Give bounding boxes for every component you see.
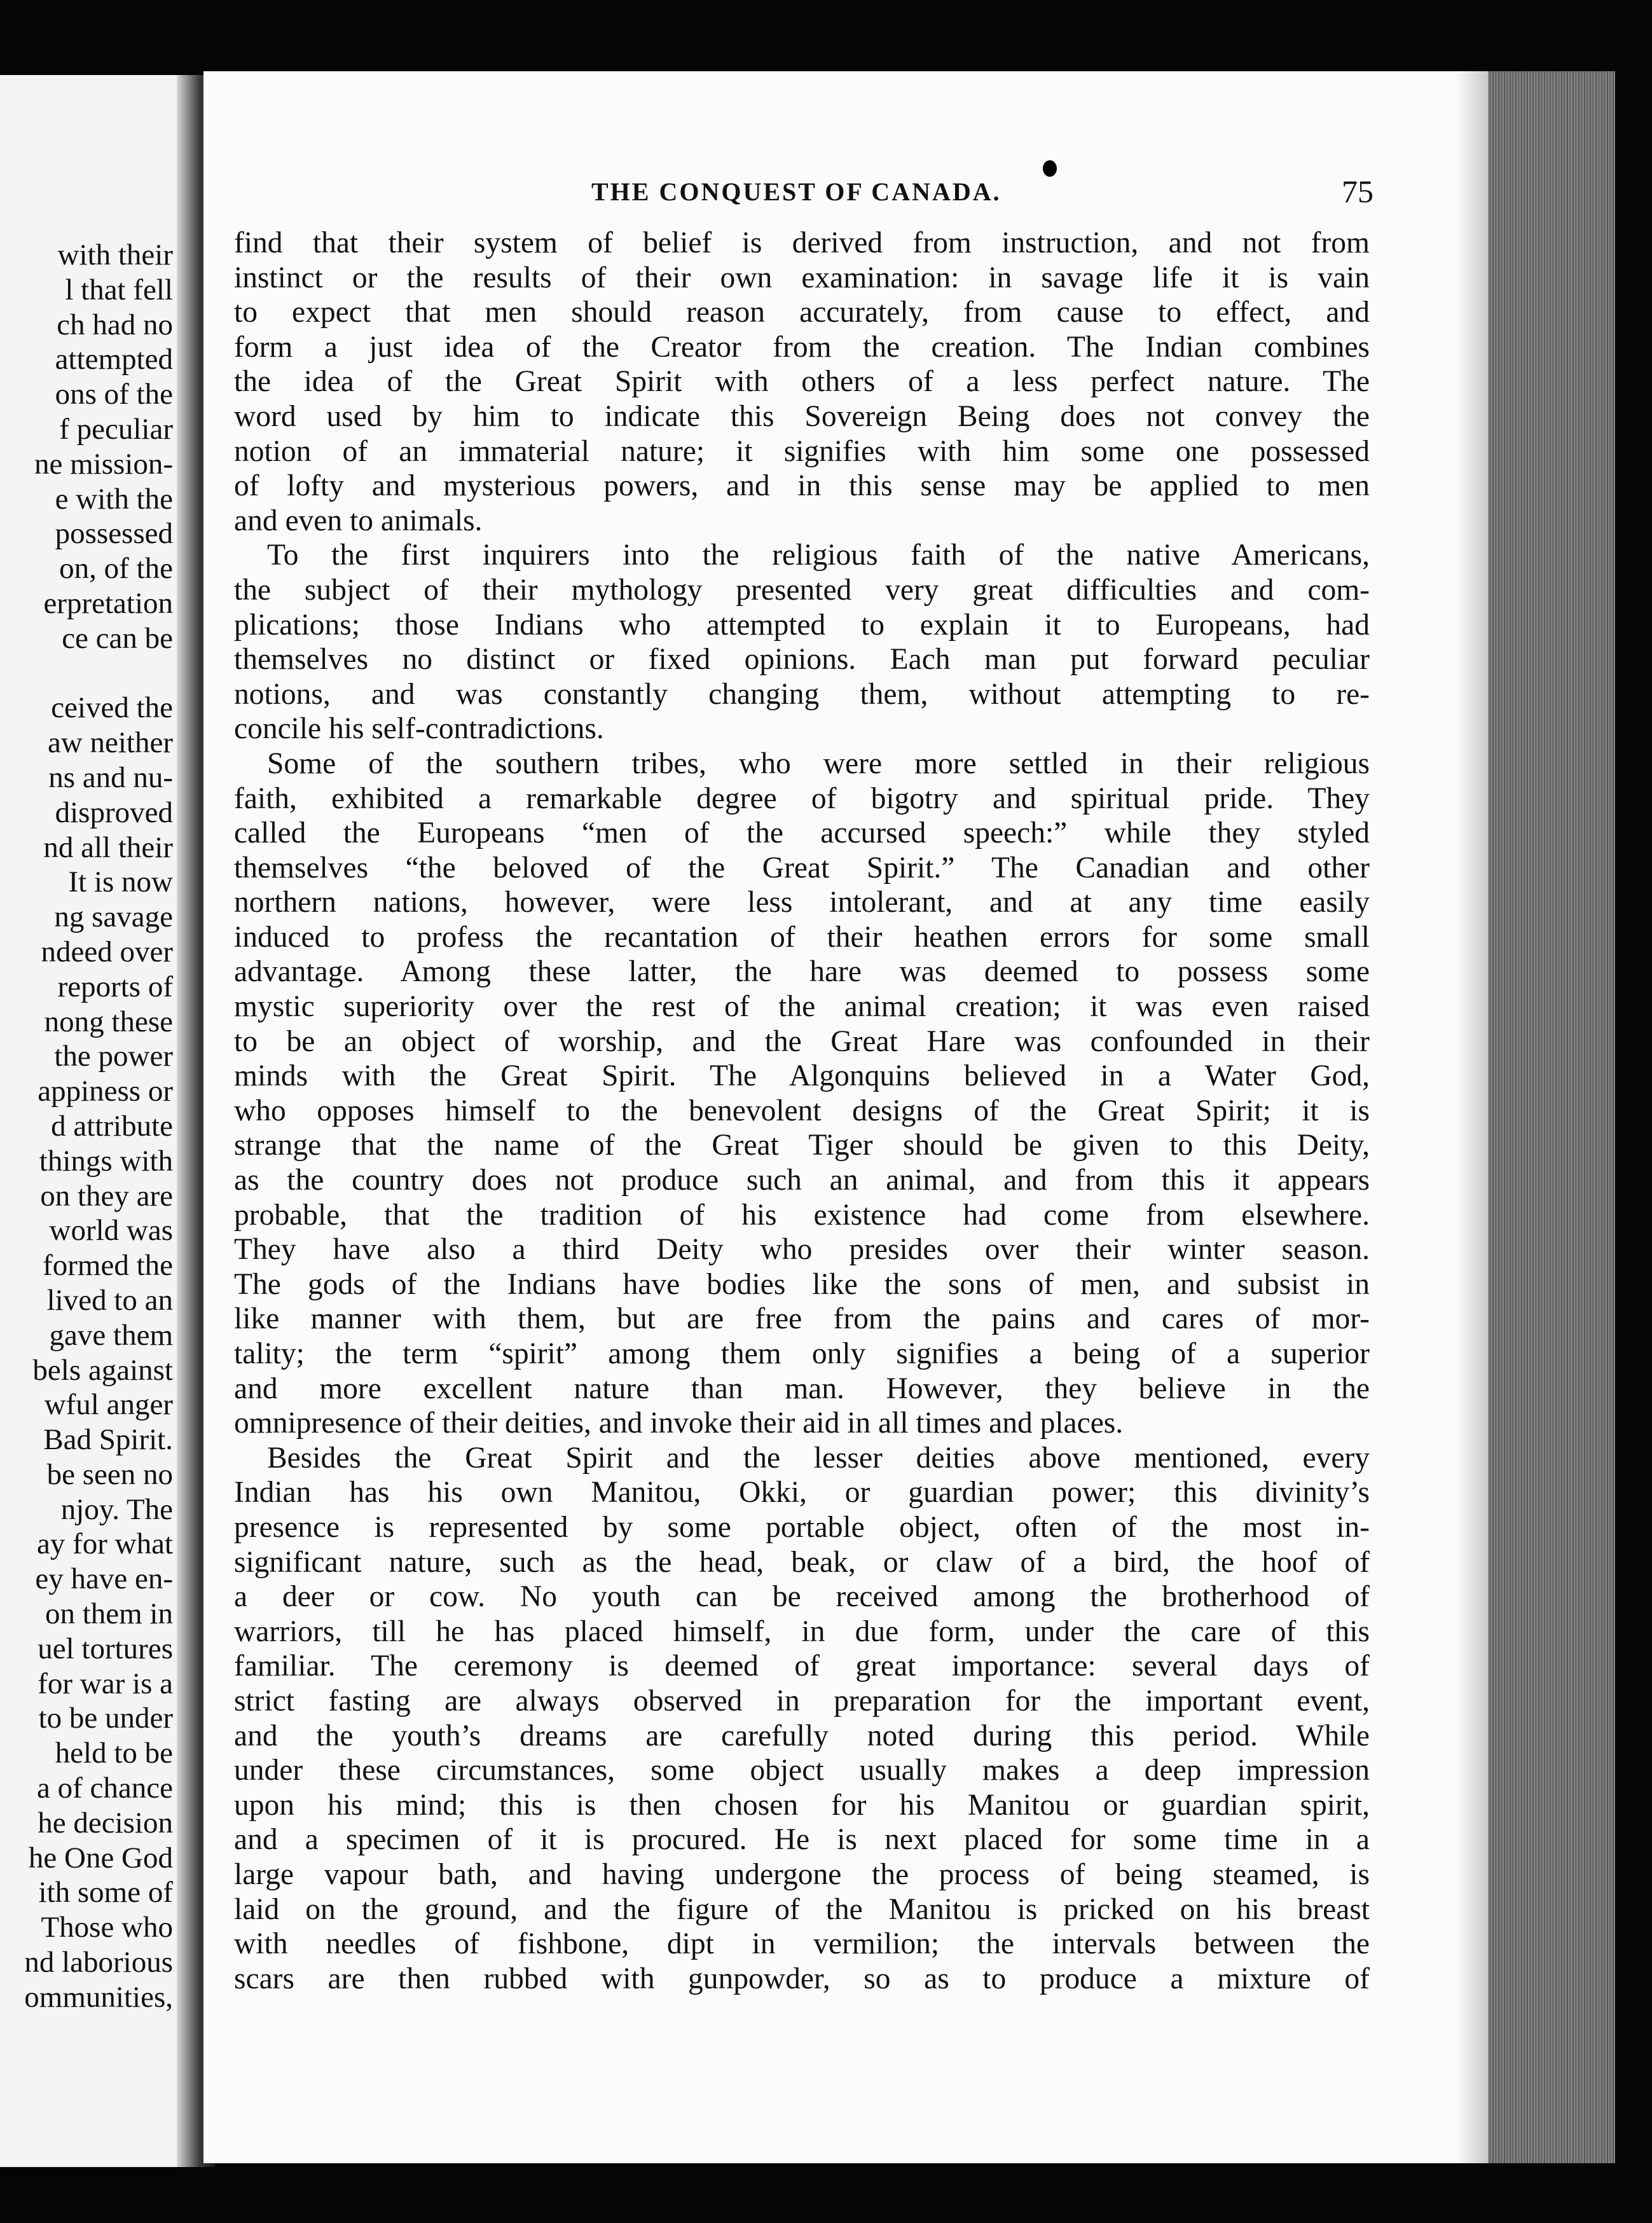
left-page-line (0, 656, 173, 691)
left-page-line: on, of the (59, 552, 173, 586)
left-page-line: ce can be (62, 621, 173, 655)
page-header (572, 173, 1373, 217)
left-page-line: ns and nu- (48, 761, 173, 794)
text-line: under these circumstances, some object usually makes a deep impression (234, 1754, 1370, 1787)
text-line: the idea of the Great Spirit with others of a less perfect nature. The (234, 365, 1370, 399)
left-page-line: ommunities, (24, 1980, 173, 2014)
left-page-line: gave them (49, 1318, 173, 1352)
left-page-line: l that fell (65, 273, 173, 306)
left-page-line: uel tortures (38, 1632, 173, 1665)
left-page-line: e with the (55, 482, 173, 516)
page-edge (1488, 71, 1615, 2163)
text-line: and more excellent nature than man. However, they believe in the (234, 1372, 1370, 1405)
text-line: to expect that men should reason accurately, from cause to effect, and (234, 296, 1370, 329)
text-line: laid on the ground, and the figure of the Manitou is pricked on his breast (234, 1892, 1370, 1926)
left-page-line: nong these (44, 1005, 173, 1038)
text-line: northern nations, however, were less intolerant, and at any time easily (234, 886, 1370, 919)
text-line: plications; those Indians who attempted to explain it to Europeans, had (234, 608, 1370, 642)
left-page-line: to be under (38, 1702, 173, 1735)
text-line: Besides the Great Spirit and the lesser deities above mentioned, every (267, 1441, 1370, 1475)
left-page-line: be seen no (46, 1457, 173, 1491)
left-page-line: held to be (55, 1737, 173, 1770)
text-line: word used by him to indicate this Sovereign Being does not convey the (234, 399, 1370, 433)
text-line: strange that the name of the Great Tiger should be given to this Deity, (234, 1129, 1370, 1162)
left-page-line: erpretation (43, 586, 173, 620)
text-line: tality; the term “spirit” among them only signifies a being of a superior (234, 1337, 1370, 1370)
left-page-line: aw neither (47, 726, 173, 760)
left-page-line: d attribute (51, 1109, 173, 1143)
text-line: with needles of fishbone, dipt in vermilion; the intervals between the (234, 1927, 1370, 1961)
running-title: THE CONQUEST OF CANADA. (591, 177, 1002, 206)
left-page-line: ith some of (38, 1876, 173, 1910)
text-line: large vapour bath, and having undergone the process of being steamed, is (234, 1857, 1370, 1891)
left-page-line: f peculiar (59, 412, 173, 446)
left-page-line: on they are (40, 1179, 173, 1213)
text-line: form a just idea of the Creator from the creation. The Indian combines (234, 330, 1370, 364)
text-line: scars are then rubbed with gunpowder, so as to produce a mixture of (234, 1962, 1370, 1995)
text-line: themselves “the beloved of the Great Spirit.” The Canadian and other (234, 851, 1370, 884)
text-line: and even to animals. (234, 504, 483, 537)
left-page-line: attempted (55, 343, 173, 376)
left-page-line: ne mission- (34, 447, 173, 481)
text-line: as the country does not produce such an animal, and from this it appears (234, 1164, 1370, 1197)
text-line: Some of the southern tribes, who were more settled in their religious (267, 747, 1370, 780)
text-line: the subject of their mythology presented very great difficulties and com- (234, 573, 1370, 607)
left-page-line: Bad Spirit. (43, 1423, 173, 1457)
left-page-line: reports of (57, 970, 173, 1003)
text-line: notion of an immaterial nature; it signifies with him some one possessed (234, 434, 1370, 468)
left-page-line: ceived the (51, 691, 173, 725)
left-page-line: njoy. The (60, 1492, 173, 1526)
text-line: minds with the Great Spirit. The Algonquins believed in a Water God, (234, 1059, 1370, 1093)
text-line: To the first inquirers into the religious faith of the native Americans, (267, 539, 1370, 572)
left-page-line: It is now (68, 865, 173, 899)
text-line: themselves no distinct or fixed opinions. Each man put forward peculiar (234, 643, 1370, 677)
text-line: find that their system of belief is derived from instruction, and not from (234, 226, 1370, 259)
text-line: upon his mind; this is then chosen for his Manitou or guardian spirit, (234, 1788, 1370, 1822)
page-number: 75 (1342, 174, 1373, 209)
left-page-line: Those who (41, 1911, 173, 1944)
left-page-line: he decision (38, 1806, 173, 1840)
left-page-line: lived to an (46, 1283, 173, 1317)
text-line: who opposes himself to the benevolent designs of the Great Spirit; it is (234, 1094, 1370, 1127)
left-page-line: ndeed over (41, 935, 173, 968)
left-page-line: nd laborious (24, 1946, 173, 1979)
left-page-line: ey have en- (35, 1562, 173, 1596)
left-page-line: nd all their (43, 830, 173, 864)
text-line: The gods of the Indians have bodies like the sons of men, and subsist in (234, 1267, 1370, 1301)
text-line: concile his self-contradictions. (234, 712, 604, 746)
text-line: Indian has his own Manitou, Okki, or guardian power; this divinity’s (234, 1476, 1370, 1510)
left-page-line: for war is a (38, 1667, 173, 1700)
left-page (0, 75, 196, 2167)
left-page-line: ay for what (36, 1527, 173, 1561)
left-page-line: the power (54, 1040, 173, 1073)
text-line: and a specimen of it is procured. He is next placed for some time in a (234, 1823, 1370, 1857)
text-line: significant nature, such as the head, beak, or claw of a bird, the hoof of (234, 1545, 1370, 1579)
left-page-line: ch had no (57, 308, 173, 341)
text-line: advantage. Among these latter, the hare was deemed to possess some (234, 955, 1370, 989)
text-line: instinct or the results of their own examination: in savage life it is vain (234, 261, 1370, 294)
left-page-text (0, 238, 173, 2015)
left-page-line: a of chance (37, 1772, 173, 1805)
left-page-line: bels against (32, 1353, 173, 1387)
text-line: and the youth’s dreams are carefully noted during this period. While (234, 1719, 1370, 1752)
text-line: like manner with them, but are free from the pains and cares of mor- (234, 1302, 1370, 1336)
text-line: strict fasting are always observed in preparation for the important event, (234, 1684, 1370, 1717)
left-page-line: on them in (45, 1597, 173, 1631)
text-line: called the Europeans “men of the accursed speech:” while they styled (234, 816, 1370, 850)
text-line: omnipresence of their deities, and invoke their aid in all times and places. (234, 1407, 1124, 1440)
left-page-line: formed the (43, 1249, 173, 1283)
left-page-line: appiness or (38, 1075, 173, 1108)
left-page-line: he One God (28, 1841, 173, 1875)
text-line: a deer or cow. No youth can be received among the brotherhood of (234, 1580, 1370, 1614)
text-line: presence is represented by some portable object, often of the most in- (234, 1510, 1370, 1544)
text-line: mystic superiority over the rest of the animal creation; it was even raised (234, 990, 1370, 1024)
left-page-line: ons of the (55, 378, 173, 411)
text-line: warriors, till he has placed himself, in due form, under the care of this (234, 1614, 1370, 1648)
text-line: probable, that the tradition of his existence had come from elsewhere. (234, 1198, 1370, 1232)
left-page-line: ng savage (54, 900, 173, 934)
text-line: to be an object of worship, and the Great Hare was confounded in their (234, 1024, 1370, 1058)
left-page-line: disproved (55, 795, 173, 829)
text-line: of lofty and mysterious powers, and in this sense may be applied to men (234, 469, 1370, 503)
text-line: induced to profess the recantation of their heathen errors for some small (234, 920, 1370, 954)
left-page-line: world was (49, 1214, 173, 1248)
text-line: notions, and was constantly changing them, without attempting to re- (234, 677, 1370, 711)
left-page-line: things with (39, 1144, 173, 1178)
text-line: They have also a third Deity who presides over their winter season. (234, 1233, 1370, 1267)
left-page-line: with their (57, 238, 173, 272)
left-page-line: wful anger (44, 1388, 173, 1422)
left-page-line: possessed (55, 517, 173, 551)
text-line: faith, exhibited a remarkable degree of bigotry and spiritual pride. They (234, 781, 1370, 815)
text-line: familiar. The ceremony is deemed of great importance: several days of (234, 1649, 1370, 1683)
body-text (234, 226, 1370, 1996)
